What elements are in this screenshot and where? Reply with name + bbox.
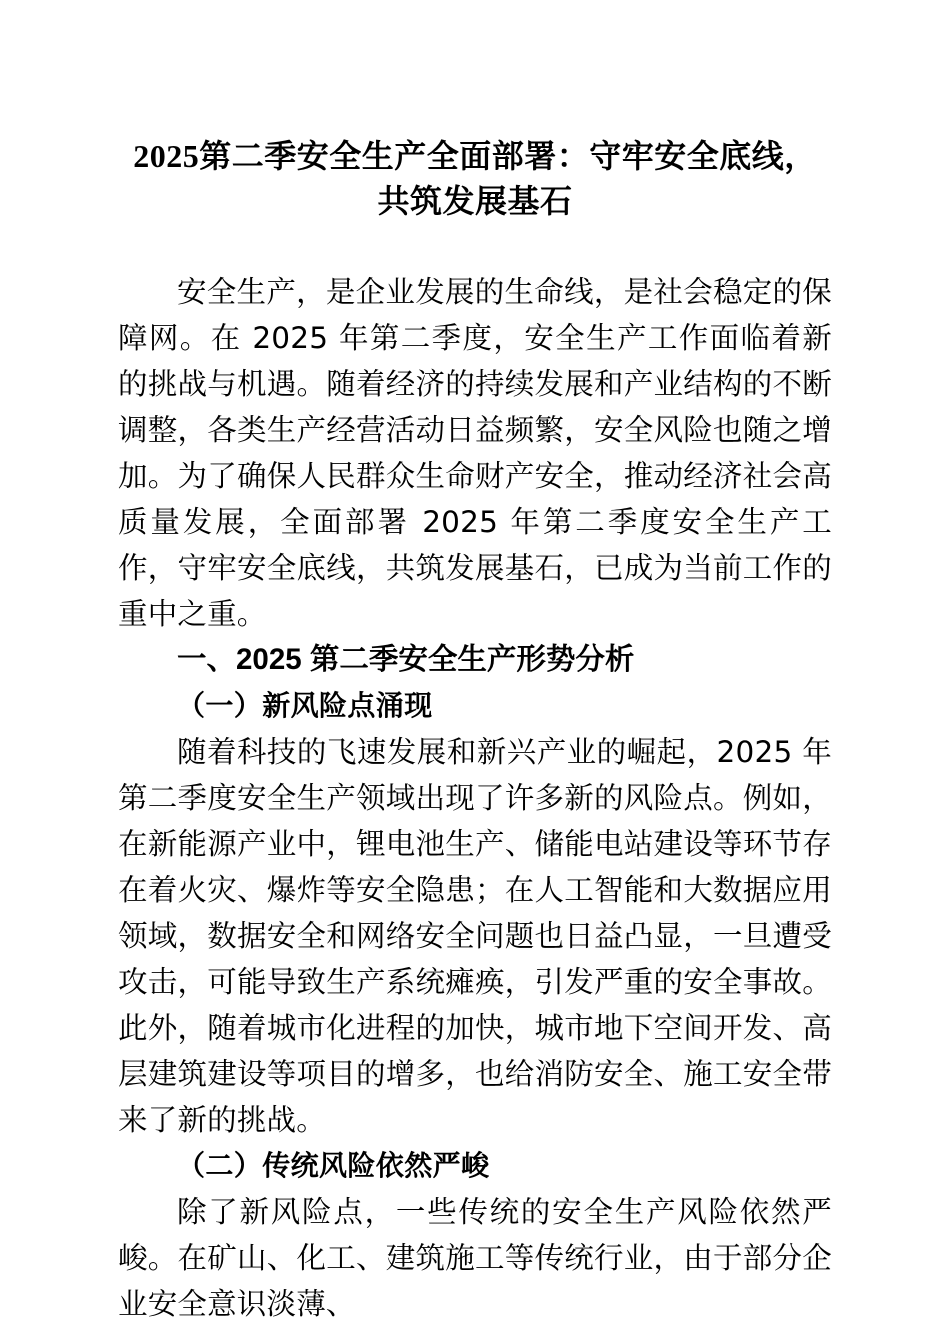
section-heading-1: 一、2025 第二季安全生产形势分析	[177, 643, 635, 676]
subsection-heading-1-2: （二）传统风险依然严峻	[177, 1149, 490, 1182]
traditional-risk-paragraph: 除了新风险点，一些传统的安全生产风险依然严峻。在矿山、化工、建筑施工等传统行业，由于部分企业安全意识淡薄、	[118, 1195, 832, 1321]
page-content	[118, 0, 832, 1327]
intro-paragraph: 安全生产，是企业发展的生命线，是社会稳定的保障网。在 2025 年第二季度，安全生产工作面临着新的挑战与机遇。随着经济的持续发展和产业结构的不断调整，各类生产经营活动日益频繁，安全风险也随之增加。为了确保人民群众生命财产安全，推动经济社会高质量发展，全面部署 2025 年第二季度安全生产工作，守牢安全底线，共筑发展基石，已成为当前工作的重中之重。	[118, 275, 832, 631]
subsection-heading-1-1: （一）新风险点涌现	[177, 689, 433, 722]
new-risk-paragraph: 随着科技的飞速发展和新兴产业的崛起，2025 年第二季度安全生产领域出现了许多新的风险点。例如，在新能源产业中，锂电池生产、储能电站建设等环节存在着火灾、爆炸等安全隐患；在人工智能和大数据应用领域，数据安全和网络安全问题也日益凸显，一旦遭受攻击，可能导致生产系统瘫痪，引发严重的安全事故。此外，随着城市化进程的加快，城市地下空间开发、高层建筑建设等项目的增多，也给消防安全、施工安全带来了新的挑战。	[118, 735, 832, 1137]
page-title: 2025第二季安全生产全面部署：守牢安全底线，共筑发展基石	[133, 138, 817, 219]
